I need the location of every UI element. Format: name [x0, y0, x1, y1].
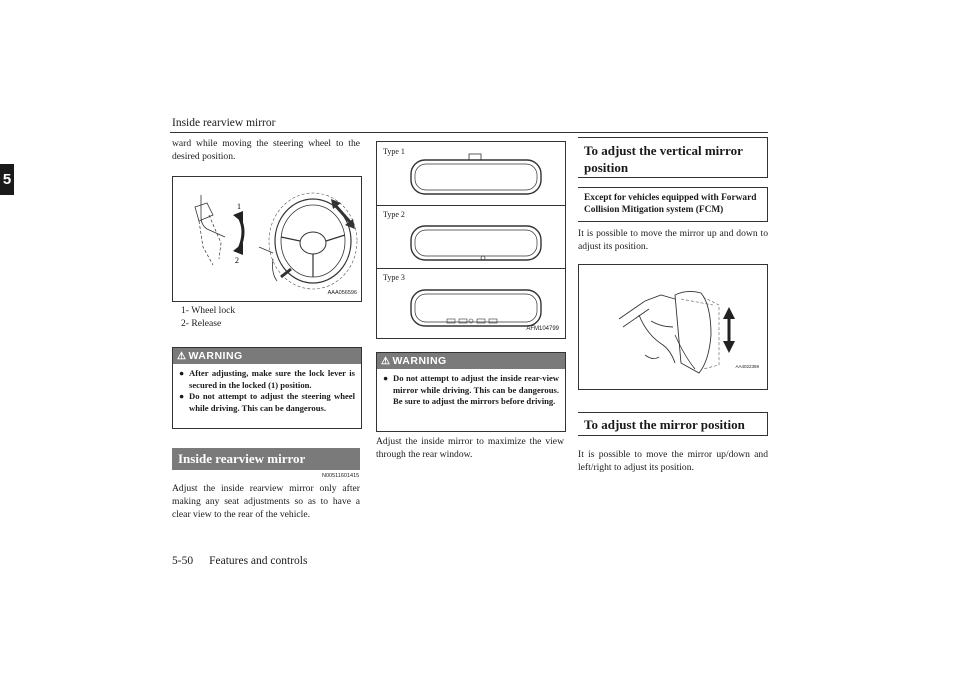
steering-wheel-figure: [172, 176, 362, 302]
warning-heading: ⚠ WARNING: [377, 353, 565, 369]
type-3-label: Type 3: [383, 273, 405, 282]
type-1-label: Type 1: [383, 147, 405, 156]
figure-code: AAA056596: [327, 290, 357, 296]
bullet-icon: ●: [179, 391, 185, 401]
mirror-adjust-figure: [578, 264, 768, 390]
warning-body: [377, 369, 565, 412]
chapter-tab: 5: [0, 164, 14, 195]
body-text: Adjust the inside rearview mirror only after making any seat adjustments so as to have a clear view to the rear of the vehicle.: [172, 483, 360, 520]
warning-box: [376, 352, 566, 432]
mirror-illustrations: [377, 142, 565, 338]
bullet-icon: ●: [179, 368, 185, 378]
page-number: 5-50: [172, 555, 194, 567]
section-heading-inside-rearview-mirror: Inside rearview mirror: [172, 448, 360, 470]
sub-heading-except-fcm: Except for vehicles equipped with Forward Collision Mitigation system (FCM): [578, 187, 768, 222]
warning-item: ● Do not attempt to adjust the steering wheel while driving. This can be dangerous.: [179, 391, 355, 413]
figure-code: AA4022369: [735, 364, 759, 369]
warning-box: [172, 347, 362, 429]
mirror-types-figure: [376, 141, 566, 339]
figure-code: AFM104799: [526, 326, 559, 332]
section-heading-vertical-mirror: To adjust the vertical mirror position: [578, 137, 768, 178]
type-2-label: Type 2: [383, 210, 405, 219]
body-text: Adjust the inside mirror to maximize the view through the rear window.: [376, 436, 564, 460]
warning-triangle-icon: ⚠: [381, 355, 391, 367]
vertical-adjust-text: It is possible to move the mirror up and down to adjust its position.: [578, 228, 768, 252]
label-item: 2- Release: [181, 318, 222, 329]
doc-code: N00511601415: [322, 473, 360, 479]
label-item: 1- Wheel lock: [181, 305, 236, 316]
bullet-icon: ●: [383, 373, 389, 383]
warning-heading: ⚠ WARNING: [173, 348, 361, 364]
callout-1: 1: [237, 202, 241, 211]
section-heading-mirror-position: To adjust the mirror position: [578, 412, 768, 436]
warning-item: ● After adjusting, make sure the lock lever is secured in the locked (1) position.: [179, 368, 355, 390]
callout-2: 2: [235, 256, 239, 265]
intro-text: ward while moving the steering wheel to the desired position.: [172, 138, 360, 162]
position-adjust-text: It is possible to move the mirror up/down and left/right to adjust its position.: [578, 449, 768, 473]
page-header-title: Inside rearview mirror: [172, 117, 276, 129]
figure-labels: [181, 304, 361, 330]
warning-triangle-icon: ⚠: [177, 350, 187, 362]
steering-wheel-illustration: [173, 177, 361, 301]
header-rule: [170, 132, 768, 133]
page-footer: [172, 555, 323, 567]
mirror-adjust-illustration: [579, 265, 767, 389]
footer-section: Features and controls: [209, 555, 308, 567]
warning-body: [173, 364, 361, 418]
warning-item: ● Do not attempt to adjust the inside rear-view mirror while driving. This can be dangerous. Be sure to adjust the mirrors before driving.: [383, 373, 559, 406]
